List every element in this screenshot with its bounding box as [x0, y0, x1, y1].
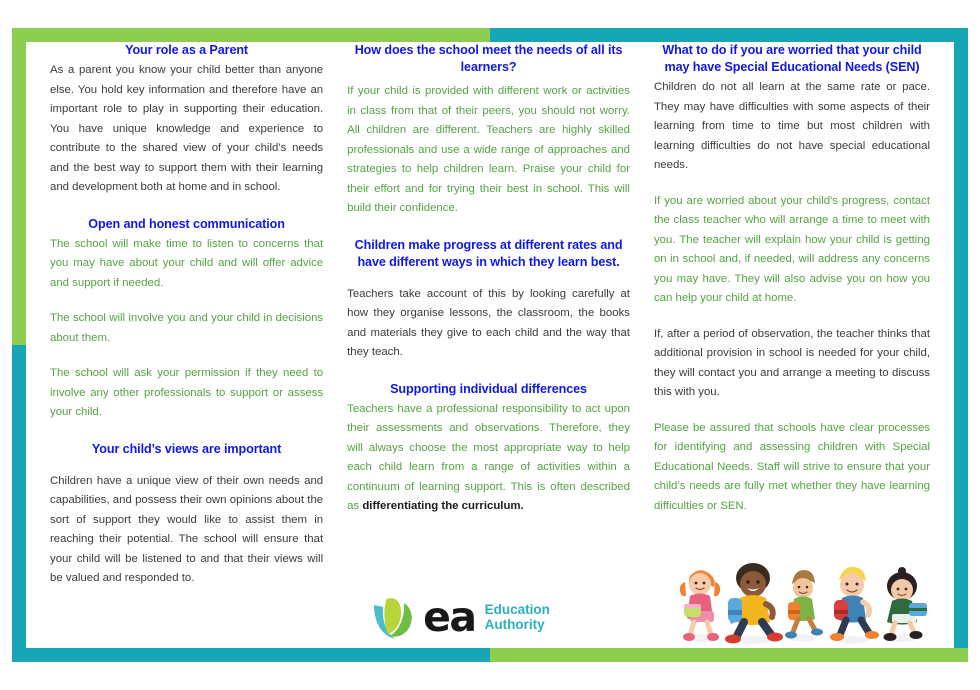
frame-right-teal	[954, 28, 968, 662]
section-title-children-make-progress: Children make progress at different rates and have different ways in which they learn best.	[354, 237, 623, 269]
column-sen-worries	[642, 42, 942, 648]
schoolchildren-with-backpacks-illustration	[654, 556, 939, 646]
paragraph-communication-3: The school will ask your permission if they need to involve any other professionals to support or assess your child.	[50, 367, 324, 418]
paragraph-communication-1: The school will make time to listen to concerns that you may have about your child and will offer advice and support if needed.	[50, 237, 324, 289]
ea-wordmark: ea	[423, 592, 476, 641]
section-title-open-and-honest-communication: Open and honest communication	[88, 216, 285, 231]
ea-logo	[369, 592, 550, 642]
ea-logo-subtext	[485, 602, 550, 633]
emphasis-differentiating-the-curriculum: differentiating the curriculum	[362, 500, 521, 512]
emphasis-trailing-period: .	[520, 500, 524, 512]
frame-top-teal	[490, 28, 968, 42]
paragraph-sen-3: If, after a period of observation, the teacher thinks that additional provision in school is needed for your child, they will contact you and arrange a meeting to discuss this with you.	[653, 327, 930, 398]
ea-leaf-logo-mark	[369, 592, 421, 642]
frame-top-green	[12, 28, 490, 42]
paragraph-sen-4: Please be assured that schools have clear processes for identifying and assessing children with Special Educational Needs. Staff will strive to ensure that your child’s needs are fully met whether they have learning difficulties or SEN.	[653, 421, 930, 512]
paragraph-meeting-needs: If your child is provided with different work or activities in class from that of their peers, you should not worry. All children are different. Teachers are highly skilled professionals and use a wide range of approaches and strategies to help children learn. Praise your child for their effort and for trying their best in school. This will build their confidence.	[347, 85, 630, 214]
content-columns	[26, 42, 954, 648]
column-parent-role	[38, 42, 335, 648]
frame-left-teal	[12, 345, 26, 662]
paragraph-sen-2: If you are worried about your child's progress, contact the class teacher who will arrange a time to meet with you. The teacher will explain how your child is getting on in school and, if needed, will address any concerns you may have. They will also advise you on how you can help your child at home.	[653, 194, 930, 304]
section-title-supporting-individual-differences: Supporting individual differences	[390, 381, 587, 396]
frame-bottom-green	[490, 648, 968, 662]
section-title-your-childs-views-are-important: Your child’s views are important	[91, 441, 282, 456]
paragraph-parent-role: As a parent you know your child better than anyone else. You hold key information and therefore have an important role to play in supporting their education. You have unique knowledge and experience to contribute to the shared view of your child’s needs and the best way to support them with their learning and development both at home and in school.	[50, 64, 324, 193]
paragraph-sen-1: Children do not all learn at the same rate or pace. They may have difficulties with some aspects of their learning from time to time but most children with learning difficulties do not have special educational needs.	[653, 81, 930, 171]
column-school-needs	[335, 42, 642, 648]
frame-left-green	[12, 28, 26, 345]
section-title-how-does-the-school-meet-needs: How does the school meet the needs of all its learners?	[354, 43, 623, 74]
section-title-what-to-do-if-worried-sen: What to do if you are worried that your child may have Special Educational Needs (SEN)	[662, 43, 922, 74]
paragraph-supporting-differences-text: Teachers have a professional responsibility to act upon their assessments and observations. Therefore, they will always choose the most appropriate way to help each child learn from a range of activities within a continuum of learning support. This is often described as	[347, 402, 630, 512]
frame-bottom-teal	[12, 648, 490, 662]
ea-logo-line-1: Education	[484, 601, 550, 617]
paragraph-supporting-differences	[347, 400, 630, 517]
ea-logo-line-2: Authority	[484, 617, 545, 632]
paragraph-childs-views: Children have a unique view of their own needs and capabilities, and possess their own opinions about the sort of support they would like to assist them in reaching their potential. The school will ensure that your child will be listened to and that their views will be valued and responded to.	[50, 474, 324, 584]
section-title-your-role-as-a-parent: Your role as a Parent	[125, 43, 249, 57]
paragraph-communication-2: The school will involve you and your child in decisions about them.	[50, 312, 324, 344]
paragraph-progress-rates: Teachers take account of this by looking carefully at how they organise lessons, the classroom, the books and materials they give to each child and the way that they teach.	[347, 287, 630, 358]
